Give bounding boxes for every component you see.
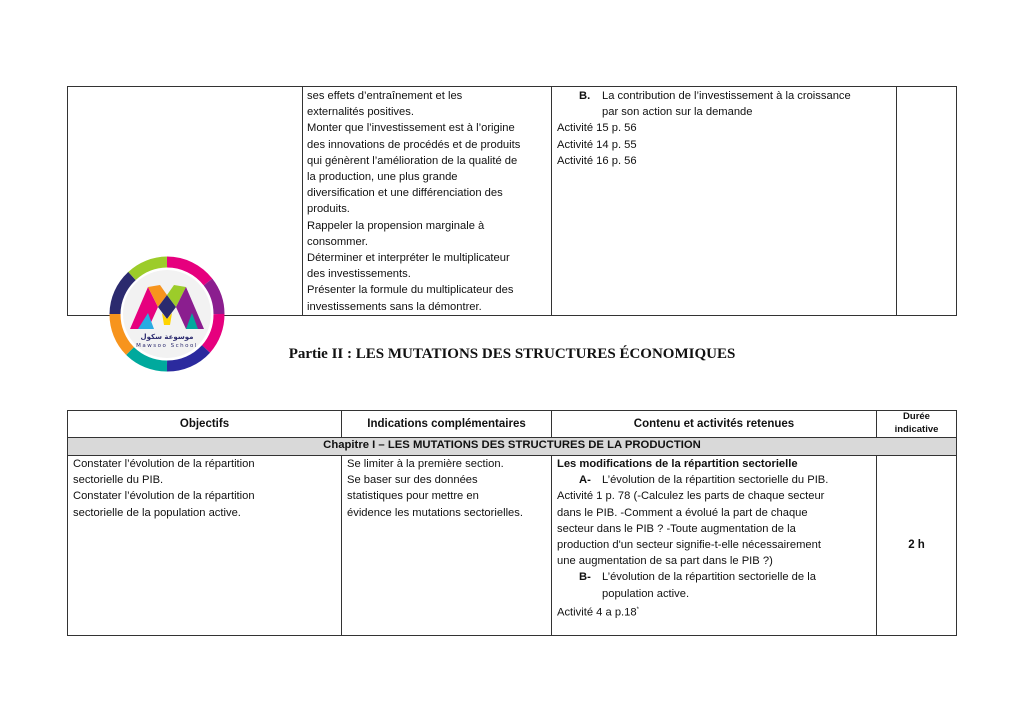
text-line: Présenter la formule du multiplicateur des xyxy=(307,284,514,297)
content-item-a xyxy=(557,472,875,488)
top-objectives-cell xyxy=(307,88,549,315)
text-line: Monter que l’investissement est à l’origine xyxy=(307,122,515,135)
text-line: production d'un secteur signifie-t-elle nécessairement xyxy=(557,539,821,552)
header-objectifs: Objectifs xyxy=(179,418,230,430)
text-line: Activité 1 p. 78 (-Calculez les parts de chaque secteur xyxy=(557,490,825,503)
text-line: Se baser sur des données xyxy=(347,474,478,487)
text-line: Se limiter à la première section. xyxy=(347,458,504,470)
contenu-cell xyxy=(557,456,875,621)
text-line: une augmentation de sa part dans le PIB ?) xyxy=(557,555,773,568)
text-line: évidence les mutations sectorielles. xyxy=(347,506,523,519)
bottom-table-divider xyxy=(551,455,552,636)
header-indications: Indications complémentaires xyxy=(367,418,526,430)
activity-text: Activité 4 a p.18 xyxy=(557,606,637,619)
text-line: Déterminer et interpréter le multiplicateur xyxy=(307,252,510,265)
text-line: diversification et une différenciation des xyxy=(307,187,503,200)
item-text: La contribution de l’investissement à la croissance xyxy=(602,90,851,102)
text-line: la production, une plus grande xyxy=(307,171,458,184)
activity-line: Activité 16 p. 56 xyxy=(557,154,637,167)
text-line: produits. xyxy=(307,203,350,216)
item-label: B. xyxy=(579,90,591,102)
text-line: Constater l’évolution de la répartition xyxy=(73,458,255,470)
item-label: A- xyxy=(579,474,591,487)
footnote-mark: * xyxy=(636,606,639,613)
text-line: dans le PIB. -Comment a évolué la part de chaque xyxy=(557,506,808,519)
logo-latin-text: Mawsoo School xyxy=(136,343,198,349)
item-text: L’évolution de la répartition sectorielle du PIB. xyxy=(602,474,829,487)
activity-line xyxy=(557,602,875,621)
activity-line: Activité 15 p. 56 xyxy=(557,122,637,135)
content-item-b xyxy=(557,88,893,104)
text-line: secteur dans le PIB ? -Toute augmentation de la xyxy=(557,522,796,535)
text-line: par son action sur la demande xyxy=(602,106,753,119)
text-line: consommer. xyxy=(307,235,368,248)
item-text: L’évolution de la répartition sectorielle de la xyxy=(602,571,816,584)
text-line: Constater l’évolution de la répartition xyxy=(73,490,255,503)
header-duree-line: Durée xyxy=(903,411,930,422)
content-item-b xyxy=(557,569,875,585)
item-label: B- xyxy=(579,571,591,584)
top-table-divider xyxy=(302,86,303,316)
text-line: des innovations de procédés et de produits xyxy=(307,138,521,151)
contenu-heading: Les modifications de la répartition sectorielle xyxy=(557,458,798,470)
text-line: investissements sans la démontrer. xyxy=(307,300,482,313)
text-line: ses effets d’entraînement et les xyxy=(307,90,463,102)
header-duree xyxy=(877,411,956,436)
text-line: population active. xyxy=(602,587,690,600)
text-line: statistiques pour mettre en xyxy=(347,490,479,503)
header-contenu: Contenu et activités retenues xyxy=(633,418,795,430)
top-content-cell xyxy=(557,88,893,169)
bottom-table-divider xyxy=(341,455,342,636)
logo-arabic-text: موسوعة سكول xyxy=(140,333,194,341)
text-line: sectorielle du PIB. xyxy=(73,474,164,487)
text-line: qui génèrent l’amélioration de la qualité de xyxy=(307,154,518,167)
section-title: Partie II : LES MUTATIONS DES STRUCTURES ÉCONOMIQUES xyxy=(288,346,736,362)
indications-cell xyxy=(347,456,549,521)
header-divider xyxy=(67,437,957,438)
top-table-divider xyxy=(551,86,552,316)
chapter-row: Chapitre I – LES MUTATIONS DES STRUCTURES DE LA PRODUCTION xyxy=(68,437,956,455)
objectifs-cell xyxy=(73,456,339,521)
text-line: externalités positives. xyxy=(307,106,414,119)
text-line: des investissements. xyxy=(307,268,411,281)
top-table-divider xyxy=(896,86,897,316)
duration-value: 2 h xyxy=(908,539,925,551)
text-line: sectorielle de la population active. xyxy=(73,506,241,519)
activity-line: Activité 14 p. 55 xyxy=(557,138,637,151)
header-duree-line: indicative xyxy=(894,423,939,435)
text-line: Rappeler la propension marginale à xyxy=(307,219,485,232)
